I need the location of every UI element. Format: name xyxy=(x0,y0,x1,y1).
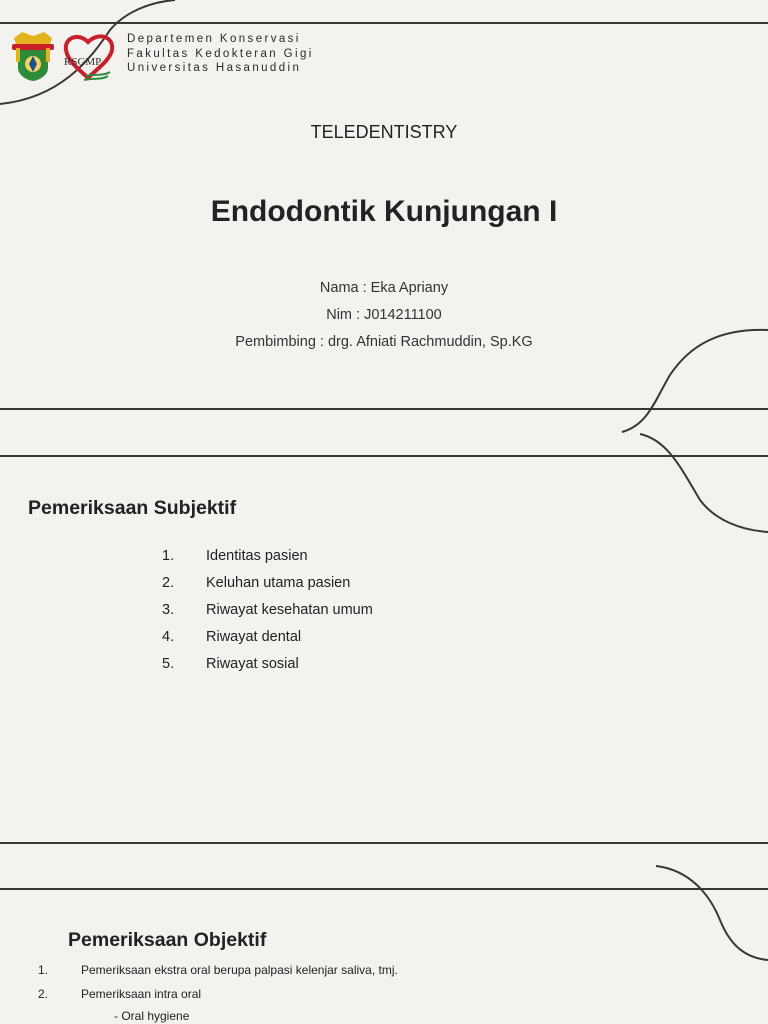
list-item-number: 3. xyxy=(162,602,175,618)
list-item-text: Riwayat kesehatan umum xyxy=(206,602,373,618)
list-item-number: 2. xyxy=(162,575,175,591)
rsgmp-logo-icon xyxy=(56,30,120,84)
institution-line-2: Fakultas Kedokteran Gigi xyxy=(127,47,314,60)
list-item-text: Identitas pasien xyxy=(206,548,308,564)
university-crest-icon xyxy=(10,28,56,82)
list-item-text: Keluhan utama pasien xyxy=(206,575,351,591)
sub-item: - Oral hygiene xyxy=(114,1009,190,1023)
slide3-heading: Pemeriksaan Objektif xyxy=(68,929,267,951)
list-item-number: 4. xyxy=(162,629,175,645)
list-item-text: Riwayat sosial xyxy=(206,656,299,672)
list-item-text: Pemeriksaan ekstra oral berupa palpasi kelenjar saliva, tmj. xyxy=(81,963,398,977)
list-item-number: 1. xyxy=(162,548,175,564)
slide2-heading: Pemeriksaan Subjektif xyxy=(28,497,237,519)
objective-list xyxy=(38,963,638,1024)
slide1-subtitle: TELEDENTISTRY xyxy=(310,122,458,142)
institution-block xyxy=(127,32,314,76)
institution-line-3: Universitas Hasanuddin xyxy=(127,62,302,74)
supervisor: Pembimbing : drg. Afniati Rachmuddin, Sp.KG xyxy=(235,334,533,350)
subjective-list xyxy=(162,548,562,688)
list-item-number: 2. xyxy=(38,987,49,1001)
list-item-number: 1. xyxy=(38,963,49,977)
list-item-number: 5. xyxy=(162,656,175,672)
rsgmp-text: RSGMP xyxy=(64,56,102,68)
list-item-text: Riwayat dental xyxy=(206,629,302,645)
slide1-title: Endodontik Kunjungan I xyxy=(210,195,558,228)
slide1-meta xyxy=(0,275,768,356)
student-name: Nama : Eka Apriany xyxy=(319,280,449,296)
student-nim: Nim : J014211100 xyxy=(326,307,442,323)
list-item-text: Pemeriksaan intra oral xyxy=(81,987,202,1001)
institution-line-1: Departemen Konservasi xyxy=(127,33,301,45)
